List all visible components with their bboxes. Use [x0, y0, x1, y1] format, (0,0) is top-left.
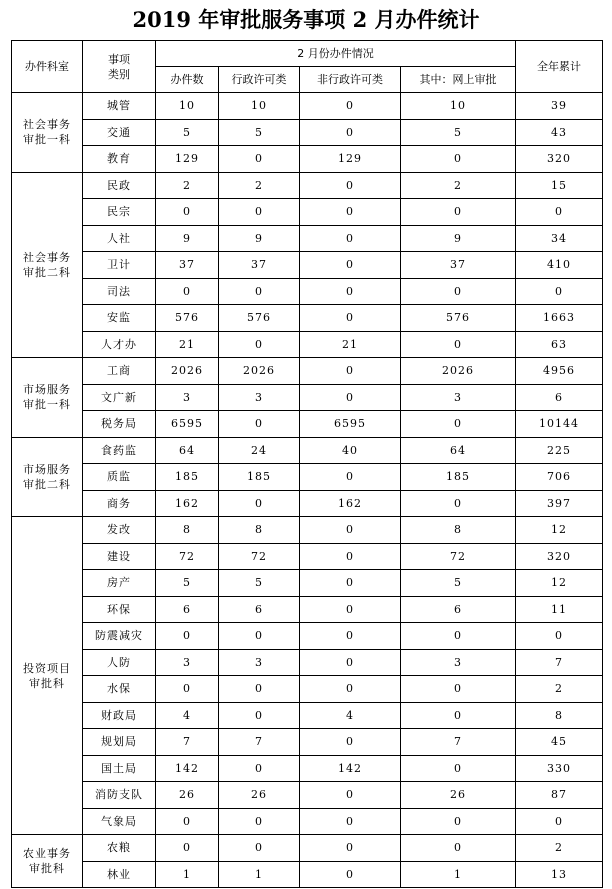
count-cell: 576 [156, 305, 219, 332]
annual-total-cell: 63 [516, 331, 603, 358]
count-cell: 4 [156, 702, 219, 729]
annual-total-cell: 397 [516, 490, 603, 517]
dept-name: 社会事务审批二科 [23, 250, 71, 279]
count-cell: 26 [156, 782, 219, 809]
admin-permit-cell: 0 [219, 278, 300, 305]
non-admin-permit-cell: 0 [300, 358, 401, 385]
table-row [12, 225, 603, 252]
annual-total-cell: 12 [516, 570, 603, 597]
category-cell: 交通 [83, 119, 156, 146]
table-row [12, 119, 603, 146]
admin-permit-cell: 0 [219, 199, 300, 226]
online-cell: 3 [401, 649, 516, 676]
count-cell: 5 [156, 119, 219, 146]
online-cell: 5 [401, 119, 516, 146]
non-admin-permit-cell: 0 [300, 808, 401, 835]
category-cell: 气象局 [83, 808, 156, 835]
header-category [83, 41, 156, 93]
online-cell: 0 [401, 146, 516, 173]
dept-name: 农业事务审批科 [23, 847, 71, 875]
category-cell: 工商 [83, 358, 156, 385]
category-cell: 城管 [83, 93, 156, 120]
online-cell: 0 [401, 490, 516, 517]
count-cell: 8 [156, 517, 219, 544]
online-cell: 37 [401, 252, 516, 279]
count-cell: 5 [156, 570, 219, 597]
table-row [12, 702, 603, 729]
table-row [12, 808, 603, 835]
dept-cell [12, 172, 83, 358]
table-row [12, 490, 603, 517]
count-cell: 2026 [156, 358, 219, 385]
count-cell: 6595 [156, 411, 219, 438]
annual-total-cell: 330 [516, 755, 603, 782]
table-row [12, 464, 603, 491]
count-cell: 21 [156, 331, 219, 358]
page-title: 2019 年审批服务事项 2 月办件统计 [132, 7, 480, 32]
non-admin-permit-cell: 0 [300, 199, 401, 226]
admin-permit-cell: 0 [219, 676, 300, 703]
non-admin-permit-cell: 0 [300, 649, 401, 676]
table-row [12, 384, 603, 411]
non-admin-permit-cell: 0 [300, 729, 401, 756]
count-cell: 0 [156, 278, 219, 305]
non-admin-permit-cell: 4 [300, 702, 401, 729]
table-row [12, 172, 603, 199]
annual-total-cell: 11 [516, 596, 603, 623]
count-cell: 7 [156, 729, 219, 756]
admin-permit-cell: 0 [219, 835, 300, 862]
annual-total-cell: 13 [516, 861, 603, 888]
admin-permit-cell: 7 [219, 729, 300, 756]
online-cell: 0 [401, 755, 516, 782]
admin-permit-cell: 0 [219, 411, 300, 438]
non-admin-permit-cell: 40 [300, 437, 401, 464]
count-cell: 37 [156, 252, 219, 279]
admin-permit-cell: 37 [219, 252, 300, 279]
non-admin-permit-cell: 0 [300, 517, 401, 544]
admin-permit-cell: 576 [219, 305, 300, 332]
category-cell: 质监 [83, 464, 156, 491]
online-cell: 0 [401, 331, 516, 358]
annual-total-cell: 0 [516, 808, 603, 835]
count-cell: 129 [156, 146, 219, 173]
online-cell: 1 [401, 861, 516, 888]
non-admin-permit-cell: 0 [300, 596, 401, 623]
annual-total-cell: 39 [516, 93, 603, 120]
non-admin-permit-cell: 0 [300, 782, 401, 809]
admin-permit-cell: 0 [219, 623, 300, 650]
table-body [12, 93, 603, 888]
annual-total-cell: 410 [516, 252, 603, 279]
admin-permit-cell: 26 [219, 782, 300, 809]
category-cell: 食药监 [83, 437, 156, 464]
annual-total-cell: 0 [516, 278, 603, 305]
non-admin-permit-cell: 0 [300, 676, 401, 703]
category-cell: 人社 [83, 225, 156, 252]
online-cell: 0 [401, 623, 516, 650]
annual-total-cell: 2 [516, 835, 603, 862]
annual-total-cell: 1663 [516, 305, 603, 332]
table-row [12, 676, 603, 703]
count-cell: 185 [156, 464, 219, 491]
annual-total-cell: 320 [516, 146, 603, 173]
annual-total-cell: 34 [516, 225, 603, 252]
dept-name: 投资项目审批科 [23, 661, 71, 690]
category-cell: 发改 [83, 517, 156, 544]
count-cell: 162 [156, 490, 219, 517]
category-cell: 财政局 [83, 702, 156, 729]
table-row [12, 623, 603, 650]
annual-total-cell: 8 [516, 702, 603, 729]
table-row [12, 755, 603, 782]
admin-permit-cell: 0 [219, 490, 300, 517]
header-row-1 [12, 41, 603, 67]
non-admin-permit-cell: 0 [300, 278, 401, 305]
count-cell: 2 [156, 172, 219, 199]
header-admin-permit: 行政许可类 [219, 67, 300, 93]
category-cell: 防震减灾 [83, 623, 156, 650]
header-annual: 全年累计 [516, 41, 603, 93]
admin-permit-cell: 2026 [219, 358, 300, 385]
non-admin-permit-cell: 0 [300, 543, 401, 570]
online-cell: 0 [401, 702, 516, 729]
online-cell: 0 [401, 278, 516, 305]
table-row [12, 305, 603, 332]
table-row [12, 146, 603, 173]
header-category-text: 事项类别 [108, 52, 130, 81]
non-admin-permit-cell: 0 [300, 861, 401, 888]
non-admin-permit-cell: 0 [300, 835, 401, 862]
category-cell: 规划局 [83, 729, 156, 756]
category-cell: 消防支队 [83, 782, 156, 809]
table-row [12, 517, 603, 544]
admin-permit-cell: 5 [219, 570, 300, 597]
category-cell: 安监 [83, 305, 156, 332]
online-cell: 10 [401, 93, 516, 120]
non-admin-permit-cell: 6595 [300, 411, 401, 438]
admin-permit-cell: 72 [219, 543, 300, 570]
online-cell: 3 [401, 384, 516, 411]
annual-total-cell: 320 [516, 543, 603, 570]
annual-total-cell: 12 [516, 517, 603, 544]
count-cell: 0 [156, 623, 219, 650]
table-row [12, 278, 603, 305]
annual-total-cell: 43 [516, 119, 603, 146]
count-cell: 6 [156, 596, 219, 623]
count-cell: 9 [156, 225, 219, 252]
header-month-group: 2 月份办件情况 [156, 41, 516, 67]
header-count: 办件数 [156, 67, 219, 93]
admin-permit-cell: 3 [219, 384, 300, 411]
table-row [12, 93, 603, 120]
online-cell: 185 [401, 464, 516, 491]
table-row [12, 199, 603, 226]
admin-permit-cell: 3 [219, 649, 300, 676]
admin-permit-cell: 2 [219, 172, 300, 199]
non-admin-permit-cell: 129 [300, 146, 401, 173]
admin-permit-cell: 24 [219, 437, 300, 464]
count-cell: 0 [156, 835, 219, 862]
non-admin-permit-cell: 0 [300, 252, 401, 279]
non-admin-permit-cell: 0 [300, 464, 401, 491]
non-admin-permit-cell: 0 [300, 225, 401, 252]
non-admin-permit-cell: 0 [300, 623, 401, 650]
online-cell: 6 [401, 596, 516, 623]
count-cell: 0 [156, 199, 219, 226]
admin-permit-cell: 1 [219, 861, 300, 888]
category-cell: 人才办 [83, 331, 156, 358]
annual-total-cell: 4956 [516, 358, 603, 385]
count-cell: 64 [156, 437, 219, 464]
annual-total-cell: 0 [516, 623, 603, 650]
online-cell: 0 [401, 411, 516, 438]
count-cell: 1 [156, 861, 219, 888]
table-row [12, 570, 603, 597]
count-cell: 10 [156, 93, 219, 120]
category-cell: 卫计 [83, 252, 156, 279]
table-row [12, 331, 603, 358]
admin-permit-cell: 10 [219, 93, 300, 120]
category-cell: 民宗 [83, 199, 156, 226]
online-cell: 2 [401, 172, 516, 199]
category-cell: 水保 [83, 676, 156, 703]
header-non-admin-permit: 非行政许可类 [300, 67, 401, 93]
category-cell: 国土局 [83, 755, 156, 782]
dept-name: 社会事务审批一科 [23, 118, 71, 147]
online-cell: 9 [401, 225, 516, 252]
table-row [12, 835, 603, 862]
dept-cell [12, 835, 83, 888]
count-cell: 0 [156, 676, 219, 703]
non-admin-permit-cell: 162 [300, 490, 401, 517]
online-cell: 0 [401, 808, 516, 835]
dept-cell [12, 358, 83, 438]
annual-total-cell: 0 [516, 199, 603, 226]
online-cell: 576 [401, 305, 516, 332]
admin-permit-cell: 0 [219, 146, 300, 173]
category-cell: 建设 [83, 543, 156, 570]
category-cell: 文广新 [83, 384, 156, 411]
table-row [12, 596, 603, 623]
header-dept: 办件科室 [12, 41, 83, 93]
count-cell: 0 [156, 808, 219, 835]
category-cell: 司法 [83, 278, 156, 305]
annual-total-cell: 706 [516, 464, 603, 491]
online-cell: 0 [401, 835, 516, 862]
online-cell: 2026 [401, 358, 516, 385]
table-row [12, 861, 603, 888]
count-cell: 3 [156, 649, 219, 676]
non-admin-permit-cell: 142 [300, 755, 401, 782]
dept-name: 市场服务审批一科 [23, 383, 71, 412]
dept-cell [12, 517, 83, 835]
online-cell: 26 [401, 782, 516, 809]
non-admin-permit-cell: 0 [300, 305, 401, 332]
online-cell: 8 [401, 517, 516, 544]
admin-permit-cell: 0 [219, 331, 300, 358]
table-row [12, 252, 603, 279]
non-admin-permit-cell: 0 [300, 119, 401, 146]
annual-total-cell: 45 [516, 729, 603, 756]
non-admin-permit-cell: 0 [300, 570, 401, 597]
table-row [12, 543, 603, 570]
admin-permit-cell: 0 [219, 755, 300, 782]
admin-permit-cell: 8 [219, 517, 300, 544]
header-online: 其中：网上审批 [401, 67, 516, 93]
category-cell: 环保 [83, 596, 156, 623]
table-row [12, 649, 603, 676]
statistics-table [11, 40, 603, 888]
table-row [12, 729, 603, 756]
category-cell: 民政 [83, 172, 156, 199]
annual-total-cell: 87 [516, 782, 603, 809]
admin-permit-cell: 9 [219, 225, 300, 252]
admin-permit-cell: 5 [219, 119, 300, 146]
table-row [12, 358, 603, 385]
admin-permit-cell: 0 [219, 808, 300, 835]
category-cell: 农粮 [83, 835, 156, 862]
category-cell: 教育 [83, 146, 156, 173]
table-row [12, 782, 603, 809]
online-cell: 64 [401, 437, 516, 464]
online-cell: 5 [401, 570, 516, 597]
category-cell: 人防 [83, 649, 156, 676]
count-cell: 142 [156, 755, 219, 782]
annual-total-cell: 15 [516, 172, 603, 199]
category-cell: 房产 [83, 570, 156, 597]
admin-permit-cell: 185 [219, 464, 300, 491]
dept-cell [12, 437, 83, 517]
annual-total-cell: 6 [516, 384, 603, 411]
annual-total-cell: 7 [516, 649, 603, 676]
online-cell: 0 [401, 676, 516, 703]
count-cell: 72 [156, 543, 219, 570]
non-admin-permit-cell: 21 [300, 331, 401, 358]
dept-cell [12, 93, 83, 173]
category-cell: 商务 [83, 490, 156, 517]
online-cell: 72 [401, 543, 516, 570]
annual-total-cell: 10144 [516, 411, 603, 438]
annual-total-cell: 2 [516, 676, 603, 703]
dept-name: 市场服务审批二科 [23, 462, 71, 491]
non-admin-permit-cell: 0 [300, 93, 401, 120]
table-row [12, 411, 603, 438]
non-admin-permit-cell: 0 [300, 384, 401, 411]
online-cell: 7 [401, 729, 516, 756]
table-row [12, 437, 603, 464]
online-cell: 0 [401, 199, 516, 226]
admin-permit-cell: 6 [219, 596, 300, 623]
non-admin-permit-cell: 0 [300, 172, 401, 199]
category-cell: 税务局 [83, 411, 156, 438]
category-cell: 林业 [83, 861, 156, 888]
count-cell: 3 [156, 384, 219, 411]
admin-permit-cell: 0 [219, 702, 300, 729]
annual-total-cell: 225 [516, 437, 603, 464]
